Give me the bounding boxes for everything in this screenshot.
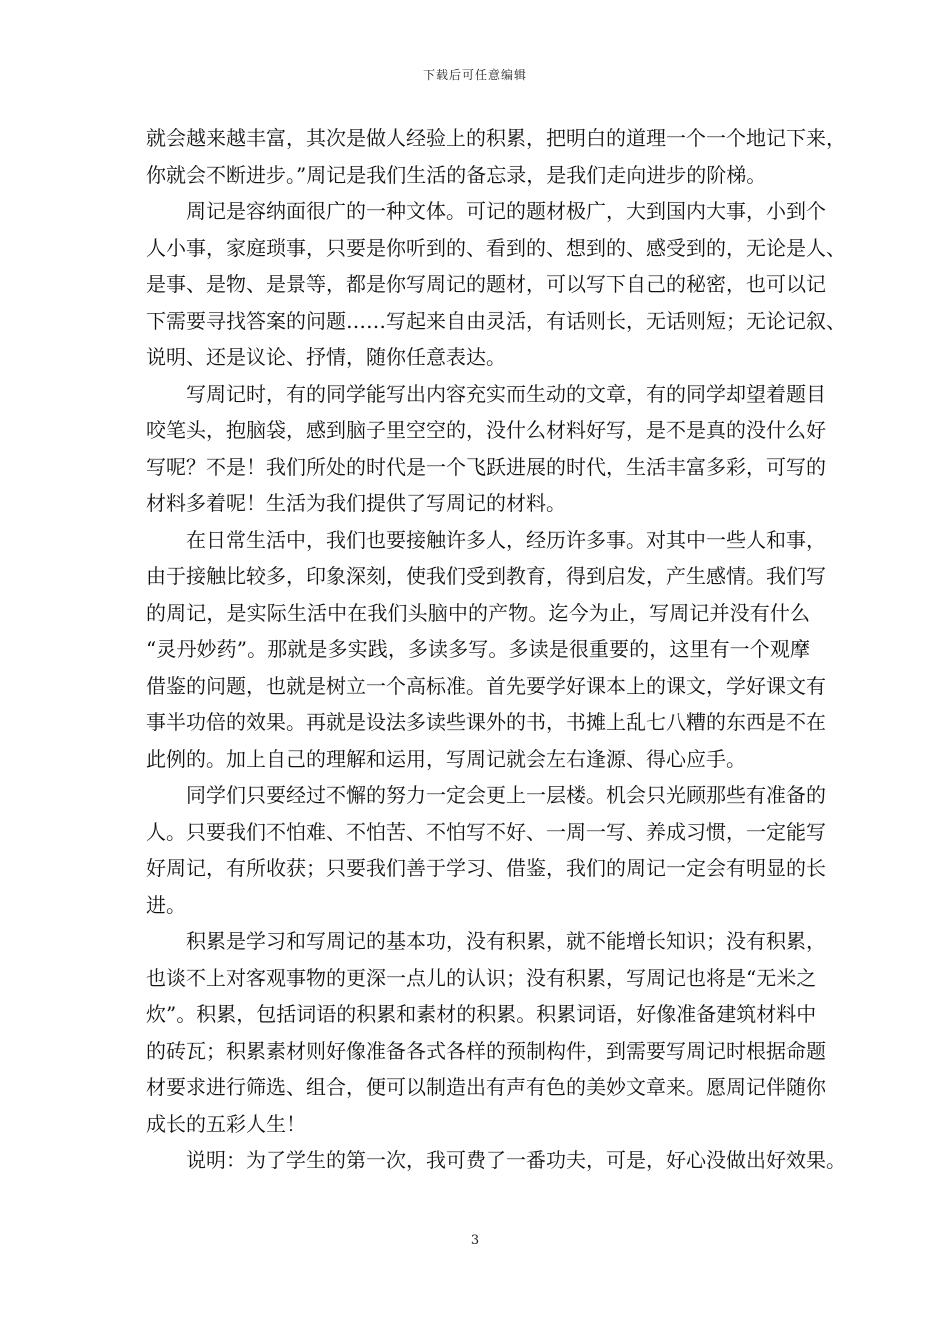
paragraph-line: 材要求进行筛选、组合，便可以制造出有声有色的美妙文章来。愿周记伴随你 (146, 1075, 826, 1099)
paragraph-line: 下需要寻找答案的问题……写起来自由灵活，有话则长，无话则短；无论记叙、 (146, 308, 846, 333)
paragraph-line: 就会越来越丰富，其次是做人经验上的积累，把明白的道理一个一个地记下来， (146, 126, 846, 150)
paragraph-line: 借鉴的问题，也就是树立一个高标准。首先要学好课本上的课文，学好课文有 (146, 673, 826, 698)
paragraph-line: 炊”。积累，包括词语的积累和素材的积累。积累词语，好像准备建筑材料中 (146, 1002, 817, 1026)
paragraph-line: 此例的。加上自己的理解和运用，写周记就会左右逢源、得心应手。 (146, 746, 746, 771)
paragraph-line: 咬笔头，抱脑袋，感到脑子里空空的，没什么材料好写，是不是真的没什么好 (146, 418, 826, 442)
paragraph-line: 人小事，家庭琐事，只要是你听到的、看到的、想到的、感受到的，无论是人、 (146, 235, 846, 260)
paragraph-line: 成长的五彩人生！ (146, 1111, 306, 1136)
paragraph-line: 说明、还是议论、抒情，随你任意表达。 (146, 345, 506, 369)
paragraph-line: 由于接触比较多，印象深刻，使我们受到教育，得到启发，产生感情。我们写 (146, 564, 826, 588)
paragraph-line: 是事、是物、是景等，都是你写周记的题材，可以写下自己的秘密，也可以记 (146, 272, 826, 296)
paragraph-line: 写周记时，有的同学能写出内容充实而生动的文章，有的同学却望着题目 (186, 381, 826, 406)
page-number: 3 (470, 1233, 480, 1248)
paragraph-line: 的砖瓦；积累素材则好像准备各式各样的预制构件，到需要写周记时根据命题 (146, 1038, 826, 1063)
paragraph-line: 写呢？不是！我们所处的时代是一个飞跃进展的时代，生活丰富多彩，可写的 (146, 454, 826, 479)
paragraph-line: 积累是学习和写周记的基本功，没有积累，就不能增长知识；没有积累， (186, 929, 826, 953)
paragraph-line: “灵丹妙药”。那就是多实践，多读多写。多读是很重要的，这里有一个观摩 (146, 637, 810, 661)
paragraph-line: 的周记，是实际生活中在我们头脑中的产物。迄今为止，写周记并没有什么 (146, 600, 810, 625)
paragraph-line: 说明：为了学生的第一次，我可费了一番功夫，可是，好心没做出好效果。 (186, 1148, 846, 1172)
paragraph-line: 同学们只要经过不懈的努力一定会更上一层楼。机会只光顾那些有准备的 (186, 783, 826, 807)
paragraph-line: 你就会不断进步。”周记是我们生活的备忘录，是我们走向进步的阶梯。 (146, 162, 767, 187)
paragraph-line: 在日常生活中，我们也要接触许多人，经历许多事。对其中一些人和事， (186, 527, 826, 552)
paragraph-line: 进。 (146, 892, 186, 917)
page-header: 下载后可任意编辑 (422, 68, 527, 82)
document-body (146, 120, 846, 1179)
paragraph-line: 事半功倍的效果。再就是设法多读些课外的书，书摊上乱七八糟的东西是不在 (146, 710, 826, 734)
paragraph-line: 周记是容纳面很广的一种文体。可记的题材极广，大到国内大事，小到个 (186, 199, 826, 223)
paragraph-line: 好周记，有所收获；只要我们善于学习、借鉴，我们的周记一定会有明显的长 (146, 856, 826, 880)
paragraph-line: 人。只要我们不怕难、不怕苦、不怕写不好、一周一写、养成习惯，一定能写 (146, 819, 826, 844)
paragraph-line: 材料多着呢！生活为我们提供了写周记的材料。 (146, 491, 566, 515)
paragraph-line: 也谈不上对客观事物的更深一点儿的认识；没有积累，写周记也将是“无米之 (146, 965, 817, 990)
